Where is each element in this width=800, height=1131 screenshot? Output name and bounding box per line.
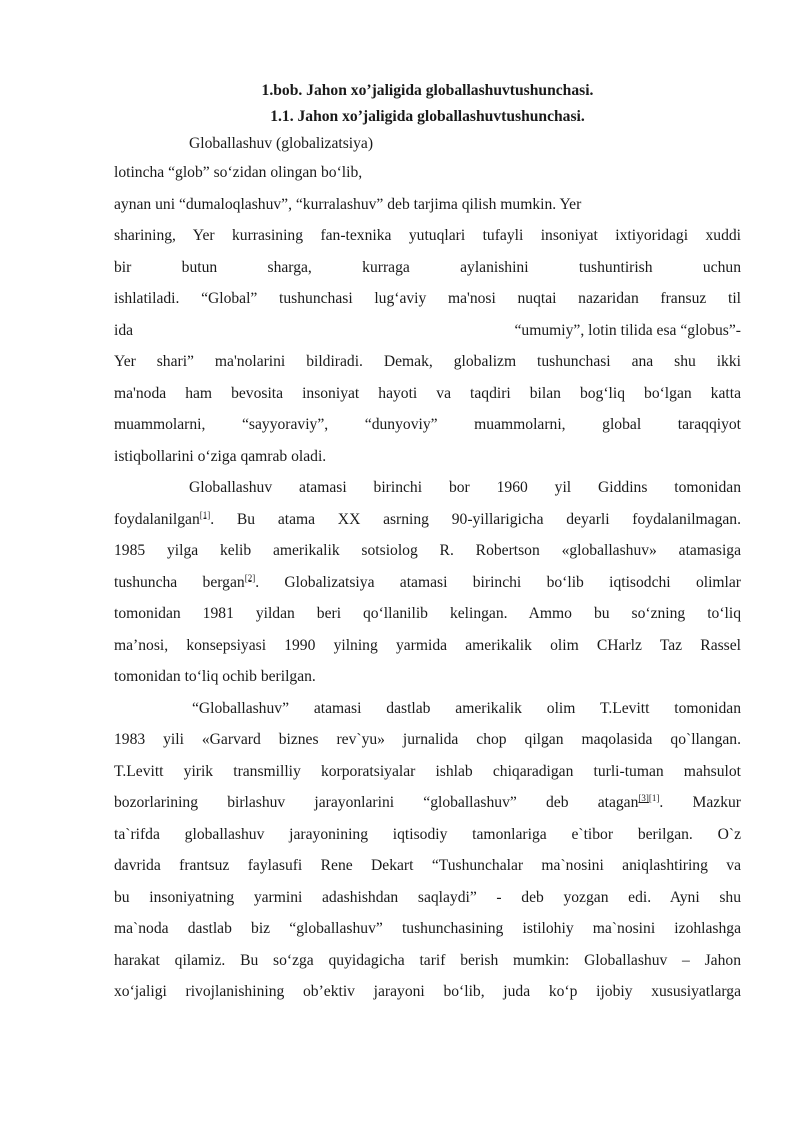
text-line <box>114 567 741 599</box>
text-line: T.Levitt yirik transmilliy korporatsiyalar ishlab chiqaradigan turli-tuman mahsulot <box>114 762 741 780</box>
text-line: ma'noda ham bevosita insoniyat hayoti va taqdiri bilan bog‘liq bo‘lgan katta <box>114 384 741 402</box>
text-line: tomonidan 1981 yildan beri qo‘llanilib kelingan. Ammo bu so‘zning to‘liq <box>114 605 741 622</box>
text-line: aynan uni “dumaloqlashuv”, “kurralashuv” deb tarjima qilish mumkin. Yer <box>114 195 582 213</box>
text-fragment: . Bu atama XX asrning 90-yillarigicha deyarli foydalanilmagan. <box>210 510 741 528</box>
chapter-heading: 1.bob. Jahon xo’jaligida globallashuvtushunchasi. <box>261 82 594 99</box>
text-line: 1983 yili «Garvard biznes rev`yu» jurnalida chop qilgan maqolasida qo`llangan. <box>114 731 741 748</box>
footnote-reference[interactable]: [1] <box>199 509 211 520</box>
footnote-reference: [1] <box>648 792 660 803</box>
text-line: tomonidan to‘liq ochib berilgan. <box>114 668 316 685</box>
text-line: lotincha “glob” so‘zidan olingan bo‘lib, <box>114 164 363 181</box>
text-line: xo‘jaligi rivojlanishining ob’ektiv jarayoni bo‘lib, juda ko‘p ijobiy xususiyatlarga <box>114 983 741 1000</box>
text-fragment: bozorlarining birlashuv jarayonlarini “globallashuv” deb atagan <box>114 794 639 811</box>
text-line <box>114 315 741 347</box>
text-line: 1985 yilga kelib amerikalik sotsiolog R. Robertson «globallashuv» atamasiga <box>114 542 741 559</box>
footnote-reference[interactable]: [2] <box>244 572 256 583</box>
text-line: ta`rifda globallashuv jarayonining iqtisodiy tamonlariga e`tibor berilgan. O`z <box>114 825 741 843</box>
text-fragment: . Globalizatsiya atamasi birinchi bo‘lib iqtisodchi olimlar <box>255 573 741 591</box>
text-line: Globallashuv (globalizatsiya) <box>189 135 374 152</box>
text-line: bir butun sharga, kurraga aylanishini tushuntirish uchun <box>114 258 741 276</box>
text-line: Globallashuv atamasi birinchi bor 1960 yil Giddins tomonidan <box>189 479 741 496</box>
text-line: sharining, Yer kurrasining fan-texnika yutuqlari tufayli insoniyat ixtiyoridagi xuddi <box>114 227 741 244</box>
text-line: ishlatiladi. “Global” tushunchasi lug‘aviy ma'nosi nuqtai nazaridan fransuz til <box>114 290 741 307</box>
section-heading: 1.1. Jahon xo’jaligida globallashuvtushunchasi. <box>270 108 585 125</box>
paragraph-2 <box>114 472 741 693</box>
text-fragment: . Mazkur <box>659 794 741 811</box>
text-line: davrida frantsuz faylasufi Rene Dekart “Tushunchalar ma`nosini aniqlashtiring va <box>114 857 741 874</box>
document-page <box>114 78 741 1008</box>
text-line: muammolarni, “sayyoraviy”, “dunyoviy” muammolarni, global taraqqiyot <box>114 416 741 433</box>
paragraph-1 <box>114 130 741 472</box>
footnote-reference[interactable]: [3] <box>638 792 649 803</box>
text-line: Yer shari” ma'nolarini bildiradi. Demak, globalizm tushunchasi ana shu ikki <box>114 353 741 370</box>
text-line: istiqbollarini o‘ziga qamrab oladi. <box>114 447 327 465</box>
text-line <box>114 504 741 536</box>
text-fragment: tushuncha bergan <box>114 573 245 591</box>
text-line: ma’nosi, konsepsiyasi 1990 yilning yarmida amerikalik olim CHarlz Taz Rassel <box>114 636 741 654</box>
text-fragment: “umumiy”, lotin tilida esa “globus”- <box>514 321 741 339</box>
text-line: bu insoniyatning yarmini adashishdan saqlaydi” - deb yozgan edi. Ayni shu <box>114 888 741 906</box>
text-line: “Globallashuv” atamasi dastlab amerikalik olim T.Levitt tomonidan <box>192 699 741 717</box>
text-line: ma`noda dastlab biz “globallashuv” tushunchasining istilohiy ma`nosini izohlashga <box>114 920 741 937</box>
text-fragment: foydalanilgan <box>114 510 200 528</box>
text-line: harakat qilamiz. Bu so‘zga quyidagicha tarif berish mumkin: Globallashuv – Jahon <box>114 951 741 969</box>
paragraph-3 <box>114 693 741 1008</box>
text-fragment: ida <box>114 321 134 339</box>
text-line <box>114 787 741 819</box>
